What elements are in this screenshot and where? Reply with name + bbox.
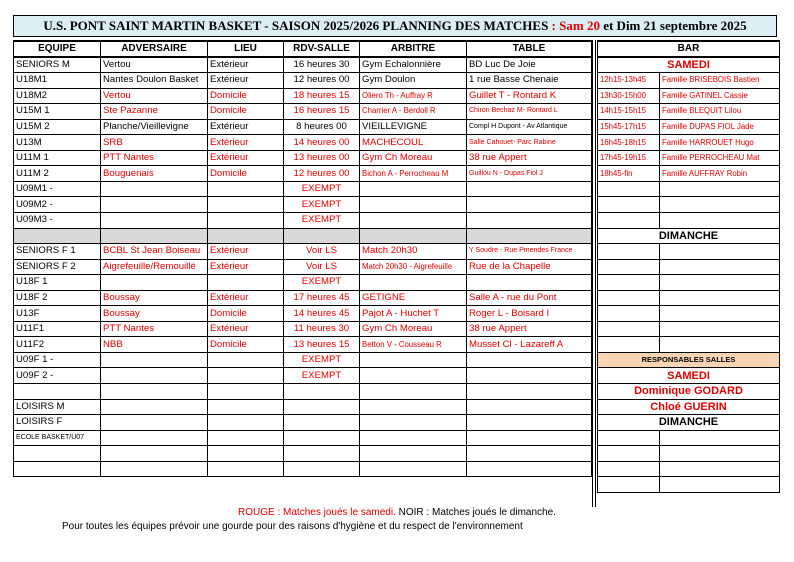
matches-body	[14, 57, 592, 477]
bar-family	[660, 461, 780, 477]
cell-arbitre: Gym Ch Moreau	[360, 150, 467, 166]
cell-adversaire: Bouguenais	[101, 166, 208, 182]
cell-adversaire: Vertou	[101, 88, 208, 104]
bar-title: Chloé GUERIN	[598, 399, 780, 415]
header-equipe: EQUIPE	[14, 41, 101, 57]
bar-header-row	[598, 41, 780, 57]
cell-arbitre: Pajot A - Huchet T	[360, 306, 467, 322]
matches-header-row	[14, 41, 592, 57]
cell-table: Y Soudre - Rue Pmendes France	[467, 244, 592, 260]
cell-table: Guillet T - Rontard K	[467, 88, 592, 104]
cell-arbitre	[360, 430, 467, 446]
cell-equipe: SENIORS F 2	[14, 259, 101, 275]
cell-adversaire: Planche/Vieillevigne	[101, 119, 208, 135]
bar-family	[660, 181, 780, 197]
cell-equipe: U09M3 -	[14, 212, 101, 228]
table-row	[14, 290, 592, 306]
cell-arbitre: Bichon A - Perrocheau M	[360, 166, 467, 182]
table-row	[14, 275, 592, 291]
cell-rdv: 11 heures 30	[284, 321, 360, 337]
cell-adversaire	[101, 415, 208, 431]
cell-arbitre: Match 20h30	[360, 244, 467, 260]
cell-equipe: LOISIRS M	[14, 399, 101, 415]
bar-row	[598, 150, 780, 166]
bar-row	[598, 430, 780, 446]
cell-lieu	[208, 446, 284, 462]
cell-equipe: U15M 2	[14, 119, 101, 135]
table-row	[14, 73, 592, 89]
bar-row	[598, 352, 780, 368]
cell-arbitre: VIEILLEVIGNE	[360, 119, 467, 135]
cell-arbitre: Oliero Th - Auffray R	[360, 88, 467, 104]
table-row	[14, 321, 592, 337]
cell-lieu: Extérieur	[208, 290, 284, 306]
cell-table	[467, 446, 592, 462]
table-row	[14, 259, 592, 275]
cell-equipe: U11F1	[14, 321, 101, 337]
bar-time: 13h30-15h00	[598, 88, 660, 104]
bar-row	[598, 399, 780, 415]
cell-arbitre	[360, 212, 467, 228]
cell-arbitre	[360, 461, 467, 477]
cell-rdv: 12 heures 00	[284, 166, 360, 182]
cell-rdv	[284, 461, 360, 477]
cell-rdv: EXEMPT	[284, 212, 360, 228]
cell-table: 38 rue Appert	[467, 150, 592, 166]
cell-adversaire: Nantes Doulon Basket	[101, 73, 208, 89]
cell-lieu	[208, 352, 284, 368]
cell-lieu	[208, 461, 284, 477]
cell-lieu: Domicile	[208, 166, 284, 182]
cell-rdv	[284, 399, 360, 415]
cell-table	[467, 368, 592, 384]
bar-family: Famille GATINEL Cassie	[660, 88, 780, 104]
cell-arbitre	[360, 446, 467, 462]
cell-equipe: SENIORS F 1	[14, 244, 101, 260]
table-row	[14, 166, 592, 182]
bar-row	[598, 244, 780, 260]
legend-noir: NOIR : Matches joués le dimanche.	[395, 507, 556, 518]
cell-rdv: 12 heures 00	[284, 73, 360, 89]
cell-adversaire	[101, 446, 208, 462]
bar-family: Famille AUFFRAY Robin	[660, 166, 780, 182]
bar-family	[660, 306, 780, 322]
cell-equipe: U09M1 -	[14, 181, 101, 197]
cell-equipe	[14, 383, 101, 399]
cell-rdv: 18 heures 15	[284, 88, 360, 104]
cell-table	[467, 399, 592, 415]
cell-table: BD Luc De Joie	[467, 57, 592, 73]
cell-table	[467, 461, 592, 477]
cell-lieu: Extérieur	[208, 259, 284, 275]
bar-row	[598, 259, 780, 275]
separator-cell	[208, 228, 284, 244]
bar-row	[598, 290, 780, 306]
cell-adversaire	[101, 399, 208, 415]
title-rest: et Dim 21 septembre 2025	[599, 18, 747, 33]
cell-equipe	[14, 446, 101, 462]
bar-time	[598, 461, 660, 477]
title-sep: :	[548, 18, 560, 33]
cell-table: 38 rue Appert	[467, 321, 592, 337]
header-rdv-salle: RDV-SALLE	[284, 41, 360, 57]
bar-time	[598, 290, 660, 306]
cell-equipe: U13F	[14, 306, 101, 322]
cell-lieu: Domicile	[208, 306, 284, 322]
cell-equipe: U09F 1 -	[14, 352, 101, 368]
cell-arbitre	[360, 383, 467, 399]
bar-row	[598, 337, 780, 353]
cell-equipe: LOISIRS F	[14, 415, 101, 431]
cell-adversaire	[101, 461, 208, 477]
title-main: U.S. PONT SAINT MARTIN BASKET - SAISON 2025/2026 PLANNING DES MATCHES	[43, 18, 549, 33]
table-row	[14, 383, 592, 399]
separator-cell	[360, 228, 467, 244]
cell-rdv: EXEMPT	[284, 352, 360, 368]
cell-table: Salle A - rue du Pont	[467, 290, 592, 306]
cell-table	[467, 275, 592, 291]
cell-table	[467, 430, 592, 446]
bar-family	[660, 337, 780, 353]
bar-family: Famille BRISEBOIS Bastien	[660, 73, 780, 89]
bar-title: SAMEDI	[598, 368, 780, 384]
cell-rdv: 13 heures 00	[284, 150, 360, 166]
table-row	[14, 88, 592, 104]
separator-row	[14, 228, 592, 244]
bar-row	[598, 166, 780, 182]
cell-adversaire	[101, 212, 208, 228]
cell-rdv: 17 heures 45	[284, 290, 360, 306]
cell-adversaire	[101, 430, 208, 446]
cell-rdv	[284, 430, 360, 446]
cell-adversaire	[101, 352, 208, 368]
bar-row	[598, 383, 780, 399]
bar-row	[598, 275, 780, 291]
column-divider	[592, 40, 596, 507]
cell-lieu: Extérieur	[208, 73, 284, 89]
cell-lieu	[208, 399, 284, 415]
bar-time: 17h45-19h15	[598, 150, 660, 166]
cell-lieu	[208, 415, 284, 431]
bar-family	[660, 446, 780, 462]
cell-table	[467, 197, 592, 213]
cell-rdv: EXEMPT	[284, 181, 360, 197]
cell-equipe: U18F 2	[14, 290, 101, 306]
bar-time: 15h45-17h15	[598, 119, 660, 135]
cell-equipe: U13M	[14, 135, 101, 151]
bar-time	[598, 430, 660, 446]
cell-lieu	[208, 430, 284, 446]
cell-arbitre	[360, 352, 467, 368]
cell-arbitre: MACHECOUL	[360, 135, 467, 151]
cell-adversaire: Boussay	[101, 290, 208, 306]
cell-equipe	[14, 461, 101, 477]
cell-equipe: U15M 1	[14, 104, 101, 120]
table-row	[14, 352, 592, 368]
bar-row	[598, 306, 780, 322]
cell-lieu: Extérieur	[208, 57, 284, 73]
bar-time: 14h15-15h15	[598, 104, 660, 120]
cell-rdv	[284, 415, 360, 431]
table-row	[14, 337, 592, 353]
cell-lieu: Extérieur	[208, 135, 284, 151]
bar-title: DIMANCHE	[598, 228, 780, 244]
bar-header: BAR	[598, 41, 780, 57]
bar-time	[598, 337, 660, 353]
cell-lieu	[208, 275, 284, 291]
table-row	[14, 181, 592, 197]
bar-time	[598, 212, 660, 228]
header-adversaire: ADVERSAIRE	[101, 41, 208, 57]
table-row	[14, 446, 592, 462]
cell-arbitre: Betton V - Cousseau R	[360, 337, 467, 353]
header-table: TABLE	[467, 41, 592, 57]
bar-row	[598, 197, 780, 213]
cell-equipe: U18M1	[14, 73, 101, 89]
table-row	[14, 399, 592, 415]
table-row	[14, 197, 592, 213]
cell-arbitre	[360, 275, 467, 291]
cell-adversaire: SRB	[101, 135, 208, 151]
cell-arbitre: Gym Ch Moreau	[360, 321, 467, 337]
cell-arbitre: Charrier A - Berdoll R	[360, 104, 467, 120]
bar-family: Famille PERROCHEAU Mat	[660, 150, 780, 166]
cell-table: 1 rue Basse Chenaie	[467, 73, 592, 89]
bar-time: 12h15-13h45	[598, 73, 660, 89]
cell-arbitre	[360, 197, 467, 213]
bar-family: Famille BLEQUIT Lilou	[660, 104, 780, 120]
bar-row	[598, 57, 780, 73]
cell-equipe: U09F 2 -	[14, 368, 101, 384]
cell-lieu	[208, 383, 284, 399]
bar-row	[598, 119, 780, 135]
cell-adversaire: NBB	[101, 337, 208, 353]
bar-time	[598, 244, 660, 260]
cell-arbitre	[360, 181, 467, 197]
cell-rdv: EXEMPT	[284, 368, 360, 384]
cell-equipe: U18F 1	[14, 275, 101, 291]
bar-time	[598, 446, 660, 462]
bar-time	[598, 321, 660, 337]
cell-lieu: Extérieur	[208, 150, 284, 166]
table-row	[14, 415, 592, 431]
cell-lieu: Extérieur	[208, 321, 284, 337]
separator-cell	[284, 228, 360, 244]
cell-adversaire: Boussay	[101, 306, 208, 322]
bar-family	[660, 477, 780, 493]
cell-rdv	[284, 383, 360, 399]
bar-time: 16h45-18h15	[598, 135, 660, 151]
bar-family	[660, 275, 780, 291]
page-title	[13, 15, 777, 37]
cell-equipe: SENIORS M	[14, 57, 101, 73]
cell-arbitre: Gym Doulon	[360, 73, 467, 89]
bar-title: SAMEDI	[598, 57, 780, 73]
legend-rouge: ROUGE : Matches joués le samedi.	[238, 507, 396, 518]
bar-row	[598, 477, 780, 493]
table-row	[14, 368, 592, 384]
cell-adversaire	[101, 368, 208, 384]
cell-table: Guillou N - Dupas Fiol J	[467, 166, 592, 182]
cell-equipe: ECOLE BASKET/U07	[14, 430, 101, 446]
cell-arbitre	[360, 399, 467, 415]
table-row	[14, 306, 592, 322]
header-lieu: LIEU	[208, 41, 284, 57]
cell-equipe: U11F2	[14, 337, 101, 353]
cell-equipe: U09M2 -	[14, 197, 101, 213]
table-row	[14, 430, 592, 446]
cell-adversaire: Ste Pazanne	[101, 104, 208, 120]
table-row	[14, 244, 592, 260]
bar-time	[598, 259, 660, 275]
cell-arbitre	[360, 415, 467, 431]
cell-lieu: Domicile	[208, 337, 284, 353]
bar-family: Famille DUPAS FIOL Jade	[660, 119, 780, 135]
table-row	[14, 57, 592, 73]
cell-table: Chiron Bechaz M- Rontard L	[467, 104, 592, 120]
bar-family	[660, 244, 780, 260]
cell-adversaire	[101, 181, 208, 197]
cell-rdv: 16 heures 30	[284, 57, 360, 73]
bar-row	[598, 368, 780, 384]
cell-rdv: Voir LS	[284, 259, 360, 275]
cell-rdv: EXEMPT	[284, 197, 360, 213]
cell-adversaire	[101, 383, 208, 399]
cell-rdv: EXEMPT	[284, 275, 360, 291]
cell-lieu: Domicile	[208, 104, 284, 120]
cell-lieu: Extérieur	[208, 119, 284, 135]
cell-rdv: 14 heures 45	[284, 306, 360, 322]
cell-adversaire	[101, 197, 208, 213]
bar-row	[598, 73, 780, 89]
legend	[0, 507, 794, 518]
cell-table	[467, 181, 592, 197]
cell-adversaire	[101, 275, 208, 291]
bar-time	[598, 275, 660, 291]
bar-family: Famille HARROUET Hugo	[660, 135, 780, 151]
cell-table: Roger L - Boisard I	[467, 306, 592, 322]
cell-adversaire: BCBL St Jean Boiseau	[101, 244, 208, 260]
header-arbitre: ARBITRE	[360, 41, 467, 57]
cell-table	[467, 212, 592, 228]
bar-row	[598, 181, 780, 197]
cell-table	[467, 383, 592, 399]
cell-table: Compl H Dupont - Av Atlantique	[467, 119, 592, 135]
bar-row	[598, 446, 780, 462]
separator-cell	[467, 228, 592, 244]
table-row	[14, 104, 592, 120]
bar-row	[598, 88, 780, 104]
bar-time: 18h45-fin	[598, 166, 660, 182]
cell-arbitre: Match 20h30 - Aigrefeuille	[360, 259, 467, 275]
cell-rdv: 16 heures 15	[284, 104, 360, 120]
cell-rdv	[284, 446, 360, 462]
bar-row	[598, 104, 780, 120]
bar-family	[660, 259, 780, 275]
cell-equipe: U18M2	[14, 88, 101, 104]
bar-time	[598, 306, 660, 322]
bar-table	[597, 40, 780, 493]
cell-rdv: 8 heures 00	[284, 119, 360, 135]
table-row	[14, 135, 592, 151]
cell-table	[467, 415, 592, 431]
bar-title: DIMANCHE	[598, 415, 780, 431]
cell-adversaire: PTT Nantes	[101, 150, 208, 166]
cell-rdv: Voir LS	[284, 244, 360, 260]
cell-table: Rue de la Chapelle	[467, 259, 592, 275]
bar-time	[598, 477, 660, 493]
separator-cell	[14, 228, 101, 244]
cell-arbitre: GETIGNE	[360, 290, 467, 306]
bar-row	[598, 212, 780, 228]
cell-rdv: 14 heures 00	[284, 135, 360, 151]
cell-lieu	[208, 368, 284, 384]
cell-table: Musset Cl - Lazareff A	[467, 337, 592, 353]
bar-family	[660, 321, 780, 337]
cell-lieu	[208, 212, 284, 228]
bar-row	[598, 415, 780, 431]
cell-rdv: 13 heures 15	[284, 337, 360, 353]
responsables-header: RESPONSABLES SALLES	[598, 352, 780, 368]
cell-arbitre	[360, 368, 467, 384]
cell-lieu	[208, 181, 284, 197]
cell-adversaire: Aigrefeuille/Remouillé	[101, 259, 208, 275]
cell-arbitre: Gym Echalonnière	[360, 57, 467, 73]
separator-cell	[101, 228, 208, 244]
table-row	[14, 150, 592, 166]
cell-table	[467, 352, 592, 368]
bar-family	[660, 430, 780, 446]
bar-family	[660, 290, 780, 306]
bar-family	[660, 197, 780, 213]
bar-row	[598, 461, 780, 477]
cell-equipe: U11M 2	[14, 166, 101, 182]
bar-row	[598, 321, 780, 337]
table-row	[14, 119, 592, 135]
cell-adversaire: PTT Nantes	[101, 321, 208, 337]
cell-table: Salle Cahouet- Parc Rabine	[467, 135, 592, 151]
cell-lieu: Extérieur	[208, 244, 284, 260]
cell-adversaire: Vertou	[101, 57, 208, 73]
title-saturday: Sam 20	[559, 18, 600, 33]
matches-table	[13, 40, 592, 477]
bar-family	[660, 212, 780, 228]
bar-time	[598, 197, 660, 213]
table-row	[14, 461, 592, 477]
cell-lieu: Domicile	[208, 88, 284, 104]
table-row	[14, 212, 592, 228]
bar-row	[598, 135, 780, 151]
footer-note: Pour toutes les équipes prévoir une gourde pour des raisons d'hygiène et du respect de l'environnement	[62, 521, 523, 532]
bar-body	[598, 57, 780, 492]
cell-equipe: U11M 1	[14, 150, 101, 166]
bar-row	[598, 228, 780, 244]
bar-time	[598, 181, 660, 197]
cell-lieu	[208, 197, 284, 213]
bar-title: Dominique GODARD	[598, 383, 780, 399]
